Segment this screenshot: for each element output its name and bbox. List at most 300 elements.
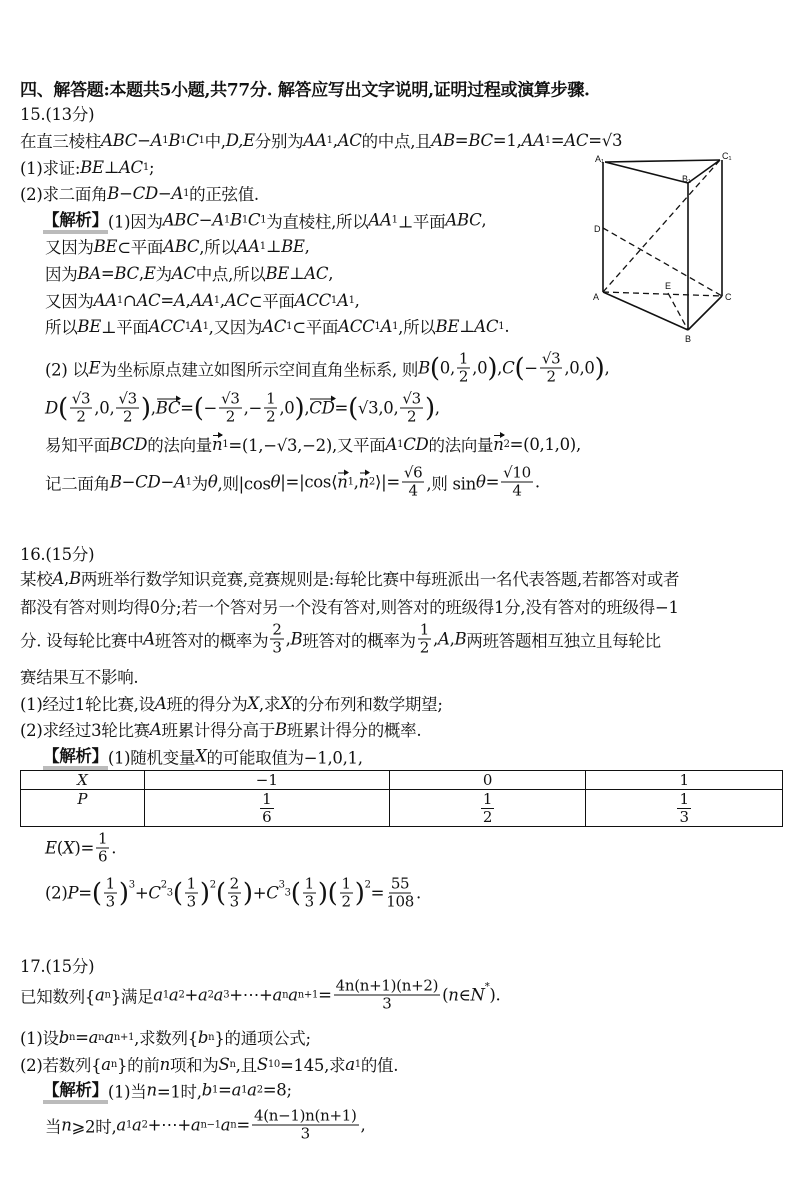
math-variable: C xyxy=(502,358,515,378)
text-run: , xyxy=(449,629,455,649)
math-variable: S xyxy=(256,1054,268,1074)
subscript: 1 xyxy=(498,320,505,332)
vector: n xyxy=(358,472,369,492)
text-run: ∈ xyxy=(458,985,471,1005)
math-variable: BE xyxy=(80,157,104,177)
table-cell: P xyxy=(21,790,145,827)
text-run: 都没有答对则均得0分;若一个答对另一个没有答对,则答对的班级得1分,没有答对的班级得−1 xyxy=(20,598,679,617)
math-variable: a xyxy=(213,985,224,1005)
vector: BC xyxy=(155,398,181,418)
fraction-numerator: 4(n−1)n(n+1) xyxy=(253,1106,357,1125)
text-run: ,则 sin xyxy=(426,474,476,493)
fraction-denominator: 2 xyxy=(266,407,276,426)
math-variable: BCD xyxy=(109,434,148,454)
subscript: n xyxy=(282,989,289,1001)
text-run: 为直棱柱,所以 xyxy=(266,212,369,231)
fraction-numerator: 1 xyxy=(419,620,430,639)
segment-dc xyxy=(603,228,722,296)
distribution-table xyxy=(20,770,783,827)
fraction-denominator: 3 xyxy=(105,892,115,911)
math-variable: A xyxy=(171,183,184,203)
text-run: , xyxy=(304,398,310,418)
text-run: ,0,0 xyxy=(564,358,595,378)
fraction xyxy=(219,391,242,426)
text-run: − xyxy=(121,472,136,492)
text-run: √3,0, xyxy=(357,398,399,418)
text-run: }满足 xyxy=(110,987,154,1006)
edge-ac xyxy=(603,292,722,296)
fraction-denominator: 2 xyxy=(546,367,556,386)
fraction xyxy=(400,391,423,426)
math-variable: n xyxy=(61,1115,72,1135)
text-run: . xyxy=(415,883,421,903)
q15-line xyxy=(45,261,333,285)
math-variable: B xyxy=(290,629,303,649)
prism-figure xyxy=(590,150,740,345)
math-variable: AA xyxy=(303,130,327,150)
text-run: , xyxy=(604,358,610,378)
subscript: 1 xyxy=(286,320,293,332)
math-variable: a xyxy=(132,1115,142,1135)
subscript: 1 xyxy=(348,294,355,306)
math-variable: X xyxy=(62,838,75,858)
text-run: , xyxy=(481,210,487,230)
subscript: 1 xyxy=(259,240,266,252)
text-run: 两班举行数学知识竞赛,竞赛规则是:每轮比赛中每班派出一名代表答题,若都答对或者 xyxy=(80,570,680,589)
q17-line xyxy=(20,1052,398,1076)
fraction-denominator: 2 xyxy=(225,407,235,426)
fraction xyxy=(540,351,563,386)
math-variable: AC xyxy=(171,263,196,283)
math-variable: a xyxy=(231,1080,242,1100)
fraction-numerator: √3 xyxy=(71,389,91,408)
text-run: 16.(15分) xyxy=(20,545,95,564)
text-run: 的分布列和数学期望; xyxy=(291,695,443,714)
text-run: 班累计得分高于 xyxy=(161,721,275,740)
text-run: 某校 xyxy=(20,570,53,589)
q15-line xyxy=(45,351,609,386)
text-run: 为坐标原点建立如图所示空间直角坐标系, 则 xyxy=(100,360,419,379)
math-variable: A xyxy=(173,290,186,310)
q17-line xyxy=(20,953,94,977)
math-variable: AC xyxy=(474,316,499,336)
edge-b1c1 xyxy=(688,160,720,183)
analysis-tag: 【解析】 xyxy=(43,743,108,770)
subscript: 1 xyxy=(180,134,187,146)
subscript: 1 xyxy=(260,214,267,226)
figure-label: D xyxy=(594,224,601,234)
text-run: = xyxy=(75,1027,89,1047)
subscript: 3 xyxy=(166,887,173,899)
text-run: . xyxy=(534,472,540,492)
math-variable: b xyxy=(197,1027,209,1047)
bracket: ( xyxy=(514,353,525,383)
text-run: = xyxy=(485,472,500,492)
text-run: 的法向量 xyxy=(147,436,213,455)
text-run: 的正弦值. xyxy=(189,185,259,204)
text-run: (2) xyxy=(45,883,68,903)
subscript: 1 xyxy=(391,214,398,226)
text-run: = xyxy=(236,1115,250,1135)
math-variable: X xyxy=(195,746,207,766)
math-variable: ABC xyxy=(163,236,200,256)
text-run: ,0 xyxy=(279,398,295,418)
math-variable: AA xyxy=(236,236,260,256)
math-variable: E xyxy=(45,838,57,858)
fraction-numerator: 1 xyxy=(186,874,196,893)
fraction-numerator: √3 xyxy=(541,349,561,368)
text-run: ⊂平面 xyxy=(248,292,295,311)
section-header: 四、解答题:本题共5小题,共77分. 解答应写出文字说明,证明过程或演算步骤. xyxy=(20,80,590,101)
text-run: − xyxy=(198,210,213,230)
subscript: 1 xyxy=(183,187,190,199)
text-run: , xyxy=(64,568,69,588)
text-run: +⋯+ xyxy=(147,1115,191,1135)
text-run: =(1,−√3,−2),又平面 xyxy=(228,436,386,455)
math-variable: AC xyxy=(564,130,589,150)
math-variable: n xyxy=(146,1080,157,1100)
fraction xyxy=(264,391,277,426)
fraction-denominator: 3 xyxy=(229,892,239,911)
math-variable: a xyxy=(88,1027,99,1047)
math-variable: A xyxy=(149,719,162,739)
subscript: 1 xyxy=(326,134,333,146)
q15-line xyxy=(45,391,440,426)
fraction xyxy=(96,831,109,866)
text-run: , xyxy=(434,398,440,418)
text-run: (1)因为 xyxy=(107,212,163,231)
subscript: 1 xyxy=(198,134,205,146)
q15-line xyxy=(45,465,540,500)
table-cell xyxy=(586,790,783,827)
fraction xyxy=(185,876,198,911)
analysis-tag: 【解析】 xyxy=(43,1077,108,1104)
q16-line xyxy=(20,541,94,565)
subscript: 1 xyxy=(241,1084,248,1096)
subscript: n xyxy=(98,1031,105,1043)
superscript: 2 xyxy=(364,879,371,891)
fraction-numerator: 1 xyxy=(458,349,469,368)
text-run: 记二面角 xyxy=(45,474,110,493)
text-run: . xyxy=(111,838,117,858)
math-variable: BC xyxy=(468,130,493,150)
table-header-cell: 0 xyxy=(389,771,586,790)
fraction-denominator: 3 xyxy=(186,892,196,911)
bracket: ( xyxy=(193,393,204,423)
edge-a1b1 xyxy=(605,162,688,183)
figure-label: C xyxy=(725,292,732,302)
bracket: ) xyxy=(487,353,498,383)
edge-bc xyxy=(688,296,722,330)
bracket: ( xyxy=(57,393,68,423)
text-run: ,又因为 xyxy=(208,318,263,337)
math-variable: ACC xyxy=(294,290,331,310)
text-run: 班的得分为 xyxy=(166,695,248,714)
text-run: = xyxy=(334,398,349,418)
subscript: 2 xyxy=(256,1084,263,1096)
math-variable: A xyxy=(380,316,393,336)
text-run: = xyxy=(100,263,115,283)
subscript: 1 xyxy=(330,294,337,306)
math-variable: A xyxy=(150,130,163,150)
text-run: ,所以 xyxy=(398,318,436,337)
fraction xyxy=(418,622,431,657)
q15-line xyxy=(20,128,622,152)
fraction-numerator: 1 xyxy=(482,790,493,808)
text-run: ⊥ xyxy=(289,263,305,283)
math-variable: BA xyxy=(77,263,101,283)
math-variable: B xyxy=(109,472,122,492)
bracket: ( xyxy=(91,878,102,908)
math-variable: AC xyxy=(262,316,287,336)
figure-label: E xyxy=(665,281,672,291)
q15-line xyxy=(20,181,259,205)
text-run: 赛结果互不影响. xyxy=(20,668,139,687)
text-run: (1)经过1轮比赛,设 xyxy=(20,695,155,714)
math-variable: AA xyxy=(521,130,545,150)
math-variable: B xyxy=(229,210,242,230)
text-run: − xyxy=(524,358,538,378)
fraction-denominator: 2 xyxy=(123,407,133,426)
fraction xyxy=(270,622,283,657)
math-variable: N xyxy=(470,985,485,1005)
fraction-denominator: 3 xyxy=(300,1124,310,1143)
fraction-denominator: 2 xyxy=(407,407,417,426)
math-variable: B xyxy=(107,183,120,203)
math-variable: CD xyxy=(403,434,429,454)
math-variable: A xyxy=(143,629,155,649)
fraction xyxy=(457,351,470,386)
subscript: 1 xyxy=(392,320,399,332)
math-variable: C xyxy=(148,883,161,903)
text-run: + xyxy=(134,883,149,903)
text-run: =1时, xyxy=(156,1082,202,1101)
math-variable: A xyxy=(52,568,65,588)
fraction xyxy=(104,876,117,911)
vector: n xyxy=(337,472,348,492)
q16-line xyxy=(45,831,116,866)
subscript: 1 xyxy=(125,1119,133,1131)
subscript: 3 xyxy=(284,887,291,899)
math-variable: A xyxy=(190,316,203,336)
text-run: ⊥ xyxy=(265,236,282,256)
text-run: (2) 以 xyxy=(45,360,89,379)
text-run: 分别为 xyxy=(254,132,304,151)
bracket: ) xyxy=(140,393,151,423)
subscript: n xyxy=(110,1058,117,1070)
math-variable: BC xyxy=(114,263,139,283)
math-variable: AC xyxy=(136,290,161,310)
subscript: 3 xyxy=(223,989,230,1001)
q15-line xyxy=(45,432,581,456)
fraction-numerator: 55 xyxy=(390,874,410,893)
text-run: , xyxy=(354,290,360,310)
q15-line xyxy=(45,288,360,312)
table-header-cell: X xyxy=(21,771,145,790)
text-run: = xyxy=(180,398,194,418)
math-variable: AA xyxy=(190,290,214,310)
edge-ab xyxy=(603,292,688,330)
fraction xyxy=(334,978,441,1013)
vector: CD xyxy=(309,398,335,418)
q16-line xyxy=(20,594,679,618)
text-run: 两班答题相互独立且每轮比 xyxy=(466,631,661,650)
subscript: 2 xyxy=(207,989,214,1001)
table-cell xyxy=(144,790,389,827)
text-run: =145,求 xyxy=(279,1056,346,1075)
q16-line xyxy=(20,622,661,657)
math-variable: A xyxy=(212,210,224,230)
superscript: 2 xyxy=(160,879,167,891)
fraction-numerator: 1 xyxy=(98,829,108,848)
q16-line xyxy=(20,664,138,688)
text-run: 班累计得分的概率. xyxy=(286,721,422,740)
fraction-denominator: 6 xyxy=(98,847,108,866)
text-run: − xyxy=(137,130,151,150)
text-run: , xyxy=(285,629,291,649)
table-row xyxy=(21,771,783,790)
text-run: − xyxy=(160,472,174,492)
text-run: ,求数列{ xyxy=(134,1029,198,1048)
subscript: 2 xyxy=(503,438,510,450)
math-variable: E xyxy=(143,263,156,283)
text-run: =(0,1,0), xyxy=(509,434,581,454)
math-variable: A xyxy=(154,693,167,713)
text-run: − xyxy=(203,398,218,418)
text-run: , xyxy=(219,290,225,310)
fraction-numerator: √10 xyxy=(503,463,531,482)
superscript: * xyxy=(484,981,490,993)
q16-line xyxy=(20,691,443,715)
text-run: , xyxy=(433,629,438,649)
figure-label: C₁ xyxy=(722,151,732,161)
q15-line xyxy=(43,207,486,234)
bracket: ) xyxy=(242,878,253,908)
math-variable: a xyxy=(116,1115,126,1135)
math-variable: a xyxy=(101,1054,111,1074)
segment-ac1 xyxy=(603,160,720,292)
figure-label: B xyxy=(685,334,692,344)
q17-line xyxy=(45,1108,365,1143)
fraction-denominator: 2 xyxy=(419,638,430,657)
math-variable: ABC xyxy=(445,210,482,230)
q17-line xyxy=(20,978,500,1013)
text-run: 易知平面 xyxy=(45,436,110,455)
fraction xyxy=(228,876,241,911)
text-run: = xyxy=(454,130,469,150)
text-run: 的值. xyxy=(360,1056,399,1075)
text-run: = xyxy=(78,883,92,903)
text-run: (1)当 xyxy=(107,1082,147,1101)
text-run: ,则|cos xyxy=(217,474,271,493)
math-variable: P xyxy=(67,883,79,903)
math-variable: X xyxy=(280,693,292,713)
text-run: }的前 xyxy=(116,1056,160,1075)
text-run: , xyxy=(360,1115,366,1135)
q17-line xyxy=(20,1025,311,1049)
text-run: 中点,所以 xyxy=(195,265,266,284)
math-variable: CD xyxy=(135,472,161,492)
subscript: 1 xyxy=(185,476,192,488)
math-variable: BE xyxy=(265,263,290,283)
q16-line xyxy=(20,566,679,590)
text-run: 为 xyxy=(191,474,208,493)
text-run: ,所以 xyxy=(199,238,237,257)
bracket: ( xyxy=(327,878,338,908)
text-run: =8; xyxy=(262,1080,292,1100)
math-variable: E xyxy=(88,358,101,378)
text-run: 当 xyxy=(45,1117,62,1136)
math-variable: a xyxy=(198,985,208,1005)
fraction-numerator: 2 xyxy=(272,620,282,639)
analysis-tag: 【解析】 xyxy=(43,207,108,234)
math-variable: BE xyxy=(281,236,305,256)
subscript: 1 xyxy=(223,214,230,226)
text-run: 项和为 xyxy=(169,1056,219,1075)
text-run: 班答对的概率为 xyxy=(302,631,416,650)
math-variable: B xyxy=(418,358,430,378)
math-variable: a xyxy=(345,1054,355,1074)
text-run: ,0, xyxy=(94,398,115,418)
subscript: 1 xyxy=(202,320,209,332)
fraction xyxy=(386,876,414,911)
edge-a1c1 xyxy=(605,160,720,162)
fraction-numerator: √3 xyxy=(221,389,240,408)
math-variable: θ xyxy=(270,472,281,492)
fraction xyxy=(402,465,425,500)
text-run: ( xyxy=(442,985,449,1005)
q16-line xyxy=(45,876,421,911)
text-run: 所以 xyxy=(45,318,78,337)
text-run: , xyxy=(304,236,310,256)
math-variable: AA xyxy=(368,210,392,230)
text-run: ; xyxy=(148,157,155,177)
subscript: n xyxy=(104,989,111,1001)
math-variable: B xyxy=(274,719,287,739)
text-run: ,0 xyxy=(472,358,488,378)
math-variable: B xyxy=(168,130,181,150)
fraction-denominator: 2 xyxy=(341,892,351,911)
bracket: ( xyxy=(348,393,358,423)
math-variable: a xyxy=(220,1115,231,1135)
text-run: (1)求证: xyxy=(20,159,81,178)
math-variable: θ xyxy=(475,472,486,492)
text-run: 的中点,且 xyxy=(361,132,432,151)
text-run: }的通项公式; xyxy=(214,1029,311,1048)
text-run: 在直三棱柱 xyxy=(20,132,102,151)
q17-line xyxy=(43,1077,292,1104)
math-variable: CD xyxy=(132,183,158,203)
fraction xyxy=(116,391,139,426)
text-run: ⊂平面 xyxy=(292,318,339,337)
text-run: 班答对的概率为 xyxy=(154,631,269,650)
segment-eb xyxy=(668,293,688,330)
text-run: = xyxy=(160,290,174,310)
text-run: 因为 xyxy=(45,265,78,284)
math-variable: D xyxy=(45,398,58,418)
subscript: n xyxy=(229,1058,236,1070)
figure-label: B₁ xyxy=(682,174,692,184)
text-run: . xyxy=(504,316,510,336)
text-run: ⊂平面 xyxy=(117,238,164,257)
text-run: )= xyxy=(74,838,95,858)
table-row xyxy=(21,790,783,827)
math-variable: BE xyxy=(77,316,101,336)
math-variable: b xyxy=(58,1027,69,1047)
text-run: = xyxy=(318,985,332,1005)
text-run: +⋯+ xyxy=(229,985,273,1005)
math-variable: BE xyxy=(93,236,118,256)
